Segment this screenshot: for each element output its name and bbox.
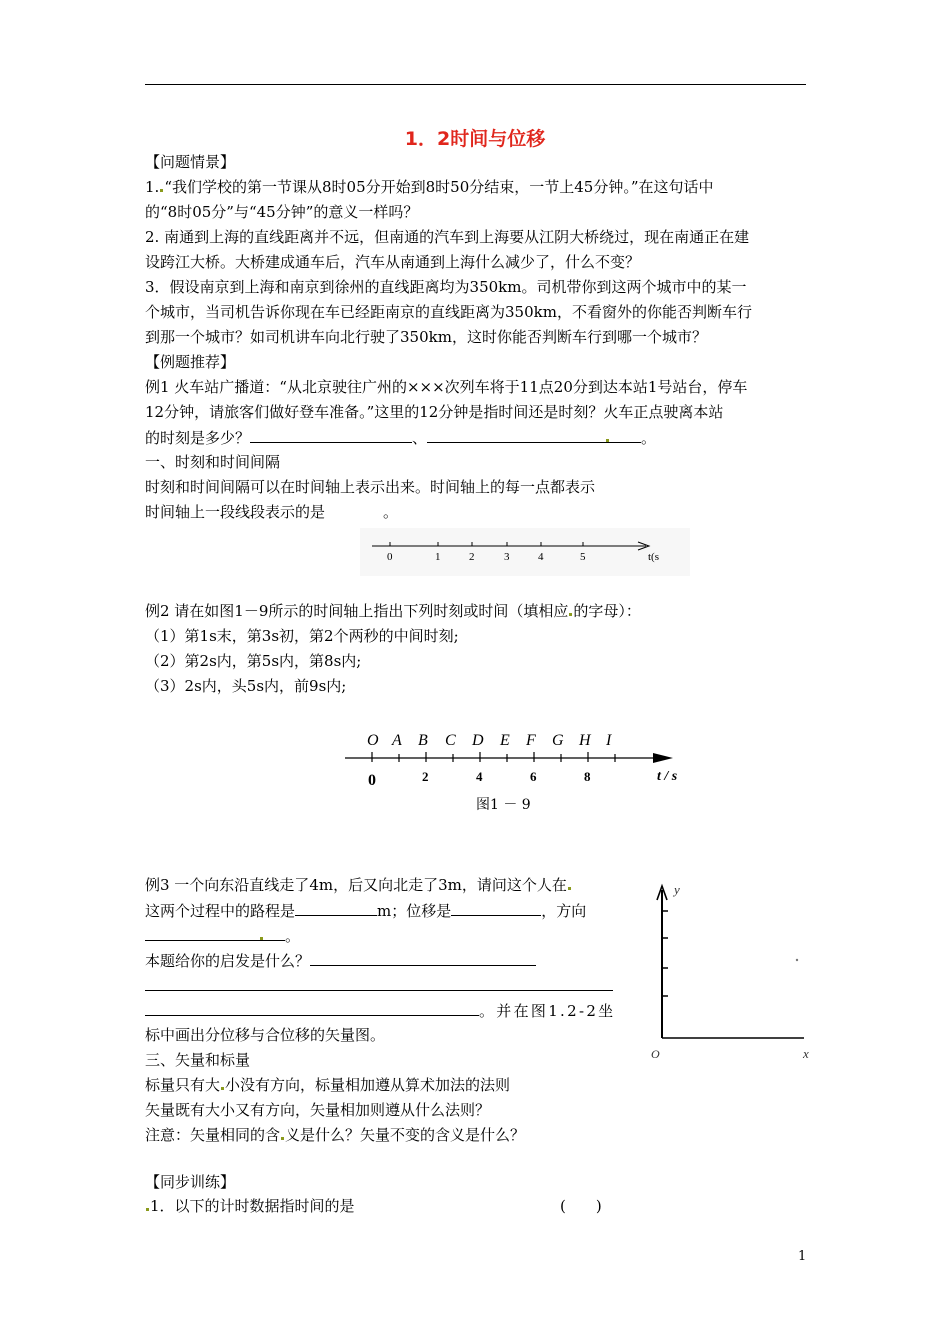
axis-arrow — [653, 753, 673, 763]
origin-label: O — [651, 1047, 660, 1061]
time-text-line-2: 时间轴上一段线段表示的是 。 — [145, 503, 399, 521]
answer-parentheses[interactable]: ( ) — [560, 1197, 602, 1215]
figure-caption: 图1 － 9 — [476, 797, 531, 813]
vectors-line-2: 矢量既有大小又有方向，矢量相加则遵从什么法则？ — [145, 1101, 491, 1119]
page-number: 1 — [798, 1249, 807, 1264]
section-header-examples: 【例题推荐】 — [145, 353, 236, 371]
answer-blank[interactable] — [295, 900, 377, 916]
axis-letter: B — [418, 732, 428, 749]
mark-dot — [146, 1208, 149, 1211]
mark-dot — [160, 189, 163, 192]
axis-number: 2 — [422, 769, 429, 784]
axis-letter: F — [526, 732, 536, 749]
axis-number: 6 — [530, 769, 537, 784]
example-1-line-2: 12分钟，请旅客们做好登车准备。”这里的12分钟是指时间还是时刻？火车正点驶离本站 — [145, 403, 724, 421]
answer-blank[interactable] — [427, 427, 605, 443]
example-2-item-1: （1）第1s末，第3s初，第2个两秒的中间时刻; — [145, 627, 459, 645]
mark-dot — [260, 937, 263, 940]
time-axis-small — [360, 528, 690, 576]
answer-blank[interactable] — [145, 1000, 479, 1016]
question-2-line-2: 设跨江大桥。大桥建成通车后，汽车从南通到上海什么减少了，什么不变？ — [145, 253, 641, 271]
mark-dot — [569, 613, 572, 616]
coordinate-figure — [646, 878, 821, 1064]
axis-letter: G — [552, 732, 564, 749]
example-3-line-4: 本题给你的启发是什么？ — [145, 950, 536, 971]
answer-blank[interactable] — [605, 427, 641, 443]
axis-letter: D — [472, 732, 484, 749]
question-1-line-1: 1. “我们学校的第一节课从8时05分开始到8时50分结束，一节上45分钟。”在这句话中 — [145, 178, 714, 196]
axis-ticks — [372, 752, 615, 762]
axis-letter: C — [445, 732, 456, 749]
time-text-line-1: 时刻和时间间隔可以在时间轴上表示出来。时间轴上的每一点都表示 — [145, 478, 596, 496]
mark-dot — [606, 439, 609, 442]
header-rule — [145, 84, 806, 85]
axis-letter: H — [579, 732, 591, 749]
mark-dot — [221, 1087, 224, 1090]
axis-number: 4 — [476, 769, 483, 784]
page-title: 1．2时间与位移 — [404, 128, 546, 150]
axis-tick-label: 1 — [435, 551, 441, 563]
axis-tick-label: 0 — [387, 551, 393, 563]
mark-dot — [281, 1137, 284, 1140]
example-1-line-1: 例1 火车站广播道：“从北京驶往广州的×××次列车将于11点20分到达本站1号站台，停车 — [145, 378, 748, 396]
example-2-prompt: 例2 请在如图1－9所示的时间轴上指出下列时刻或时间（填相应 的字母）： — [145, 602, 641, 620]
axis-tick-label: 3 — [504, 551, 510, 563]
section-heading-vectors: 三、矢量和标量 — [145, 1051, 251, 1069]
example-3-line-7: 标中画出分位移与合位移的矢量图。 — [145, 1026, 386, 1044]
example-3-line-2: 这两个过程中的路程是 m；位移是 ，方向 — [145, 902, 587, 920]
axis-background — [360, 528, 690, 576]
axis-tick-label: 5 — [580, 551, 586, 563]
axis-tick-label: 2 — [469, 551, 475, 563]
section-header-practice: 【同步训练】 — [145, 1173, 236, 1191]
example-3-line-1: 例3 一个向东沿直线走了4m，后又向北走了3m，请问这个人在 — [145, 875, 572, 895]
axis-number: 8 — [584, 769, 591, 784]
question-2-line-1: 2. 南通到上海的直线距离并不远，但南通的汽车到上海要从江阴大桥绕过，现在南通正在建 — [145, 228, 750, 246]
question-3-line-1: 3．假设南京到上海和南京到徐州的直线距离均为350km。司机带你到这两个城市中的某一 — [145, 278, 747, 296]
mark-dot — [568, 887, 571, 890]
answer-blank[interactable] — [310, 950, 536, 966]
axis-label: t(s — [648, 551, 659, 563]
axis-numbers — [368, 769, 591, 789]
section-header-problem: 【问题情景】 — [145, 153, 236, 171]
example-3-line-5 — [145, 975, 613, 996]
example-2-item-2: （2）第2s内，第5s内，第8s内; — [145, 652, 362, 670]
time-axis-figure — [335, 722, 695, 790]
x-label: x — [803, 1046, 809, 1061]
question-1-line-2: 的“8时05分”与“45分钟”的意义一样吗？ — [145, 203, 419, 221]
vectors-line-1: 标量只有大 小没有方向，标量相加遵从算术加法的法则 — [145, 1076, 511, 1094]
section-heading-time: 一、时刻和时间间隔 — [145, 453, 281, 471]
axis-letter: E — [500, 732, 510, 749]
axis-letters — [367, 732, 612, 749]
answer-blank[interactable] — [250, 427, 412, 443]
example-2-item-3: （3）2s内，头5s内，前9s内; — [145, 677, 347, 695]
axis-letter: I — [606, 732, 612, 749]
example-3-line-6: 。并在图1.2-2坐 — [145, 1000, 615, 1021]
example-3-line-3: 。 — [145, 925, 300, 946]
axis-tick-label: 4 — [538, 551, 544, 563]
axis-letter: O — [367, 732, 379, 749]
axis-number: 0 — [368, 772, 376, 789]
answer-blank[interactable] — [451, 900, 541, 916]
answer-blank[interactable] — [145, 975, 613, 991]
vectors-line-3: 注意：矢量相同的含 义是什么？矢量不变的含义是什么？ — [145, 1126, 526, 1144]
question-3-line-2: 个城市，当司机告诉你现在车已经距南京的直线距离为350km，不看窗外的你能否判断车行 — [145, 303, 752, 321]
axis-label: t / s — [657, 769, 678, 784]
question-3-line-3: 到那一个城市？如司机讲车向北行驶了350km，这时你能否判断车行到哪一个城市？ — [145, 328, 707, 346]
point-mark — [796, 959, 798, 961]
example-1-line-3: 的时刻是多少？ 、 。 — [145, 429, 657, 447]
y-label: y — [674, 882, 680, 897]
axis-letter: A — [392, 732, 402, 749]
practice-question-1: 1．以下的计时数据指时间的是 — [145, 1196, 355, 1216]
answer-blank[interactable] — [145, 925, 259, 941]
